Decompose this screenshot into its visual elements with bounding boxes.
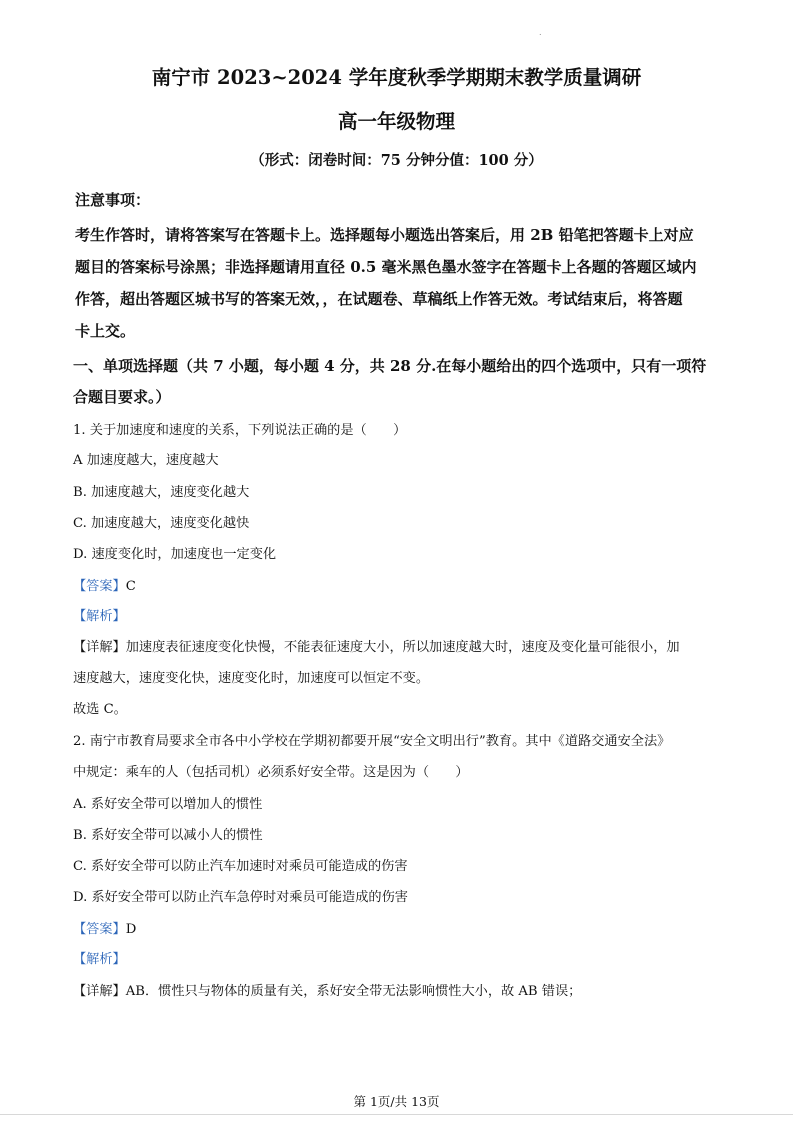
q2-option-c: C. 系好安全带可以防止汽车加速时对乘员可能造成的伤害 xyxy=(73,859,408,874)
exam-subtitle: 高一年级物理 xyxy=(337,110,455,133)
notice-heading: 注意事项： xyxy=(75,191,151,209)
q1-option-b: B. 加速度越大，速度变化越大 xyxy=(73,485,250,500)
q1-detail-line xyxy=(73,636,680,655)
q2-detail-line xyxy=(73,980,581,999)
section-heading-line: 合题目要求。） xyxy=(73,388,171,406)
q1-option-a: A 加速度越大，速度越大 xyxy=(73,453,219,468)
notice-line: 题目的答案标号涂黑；非选择题请用直径 0.5 毫米黑色墨水签字在答题卡上各题的答题区域内 xyxy=(75,258,697,276)
notice-line: 作答，超出答题区城书写的答案无效，，在试题卷、草稿纸上作答无效。考试结束后，将答题 xyxy=(75,290,683,308)
q2-answer xyxy=(73,918,136,937)
bottom-divider xyxy=(0,1114,793,1115)
q1-option-d: D. 速度变化时，加速度也一定变化 xyxy=(73,547,277,562)
q2-stem: 中规定：乘车的人（包括司机）必须系好安全带。这是因为（ ） xyxy=(73,765,469,780)
q2-option-d: D. 系好安全带可以防止汽车急停时对乘员可能造成的伤害 xyxy=(73,890,408,905)
q2-analysis-label: 【解析】 xyxy=(73,952,126,967)
detail-text: 加速度表征速度变化快慢，不能表征速度大小，所以加速度越大时，速度及变化量可能很小，加 xyxy=(125,640,680,655)
notice-line: 卡上交。 xyxy=(75,322,136,340)
q1-analysis-label: 【解析】 xyxy=(73,609,126,624)
top-dot-mark: . xyxy=(539,28,542,37)
q2-option-a: A. 系好安全带可以增加人的惯性 xyxy=(73,797,263,812)
q1-option-c: C. 加速度越大，速度变化越快 xyxy=(73,516,250,531)
answer-value: C xyxy=(125,579,136,594)
q1-conclusion: 故选 C。 xyxy=(73,702,127,717)
detail-label: 【详解】 xyxy=(73,640,126,655)
detail-text: AB．惯性只与物体的质量有关，系好安全带无法影响惯性大小，故 AB 错误； xyxy=(125,984,582,999)
answer-value: D xyxy=(125,922,137,937)
notice-line: 考生作答时，请将答案写在答题卡上。选择题每小题选出答案后，用 2B 铅笔把答题卡上对应 xyxy=(75,226,694,244)
section-heading-line: 一、单项选择题（共 7 小题，每小题 4 分，共 28 分.在每小题给出的四个选项中，只有一项符 xyxy=(73,357,707,375)
exam-info: （形式：闭卷时间：75 分钟分值：100 分） xyxy=(250,152,543,169)
detail-label: 【详解】 xyxy=(73,984,126,999)
q1-stem: 1. 关于加速度和速度的关系，下列说法正确的是（ ） xyxy=(73,423,407,438)
exam-title: 南宁市 2023~2024 学年度秋季学期期末教学质量调研 xyxy=(151,66,642,89)
page-footer: 第 1页/共 13页 xyxy=(353,1094,440,1109)
q2-stem: 2. 南宁市教育局要求全市各中小学校在学期初都要开展“安全文明出行”教育。其中《道路交通安全法》 xyxy=(73,734,671,749)
q2-option-b: B. 系好安全带可以减小人的惯性 xyxy=(73,828,263,843)
answer-label: 【答案】 xyxy=(73,579,126,594)
q1-answer xyxy=(73,575,136,594)
q1-detail-line: 速度越大，速度变化快，速度变化时，加速度可以恒定不变。 xyxy=(73,671,430,686)
answer-label: 【答案】 xyxy=(73,922,126,937)
